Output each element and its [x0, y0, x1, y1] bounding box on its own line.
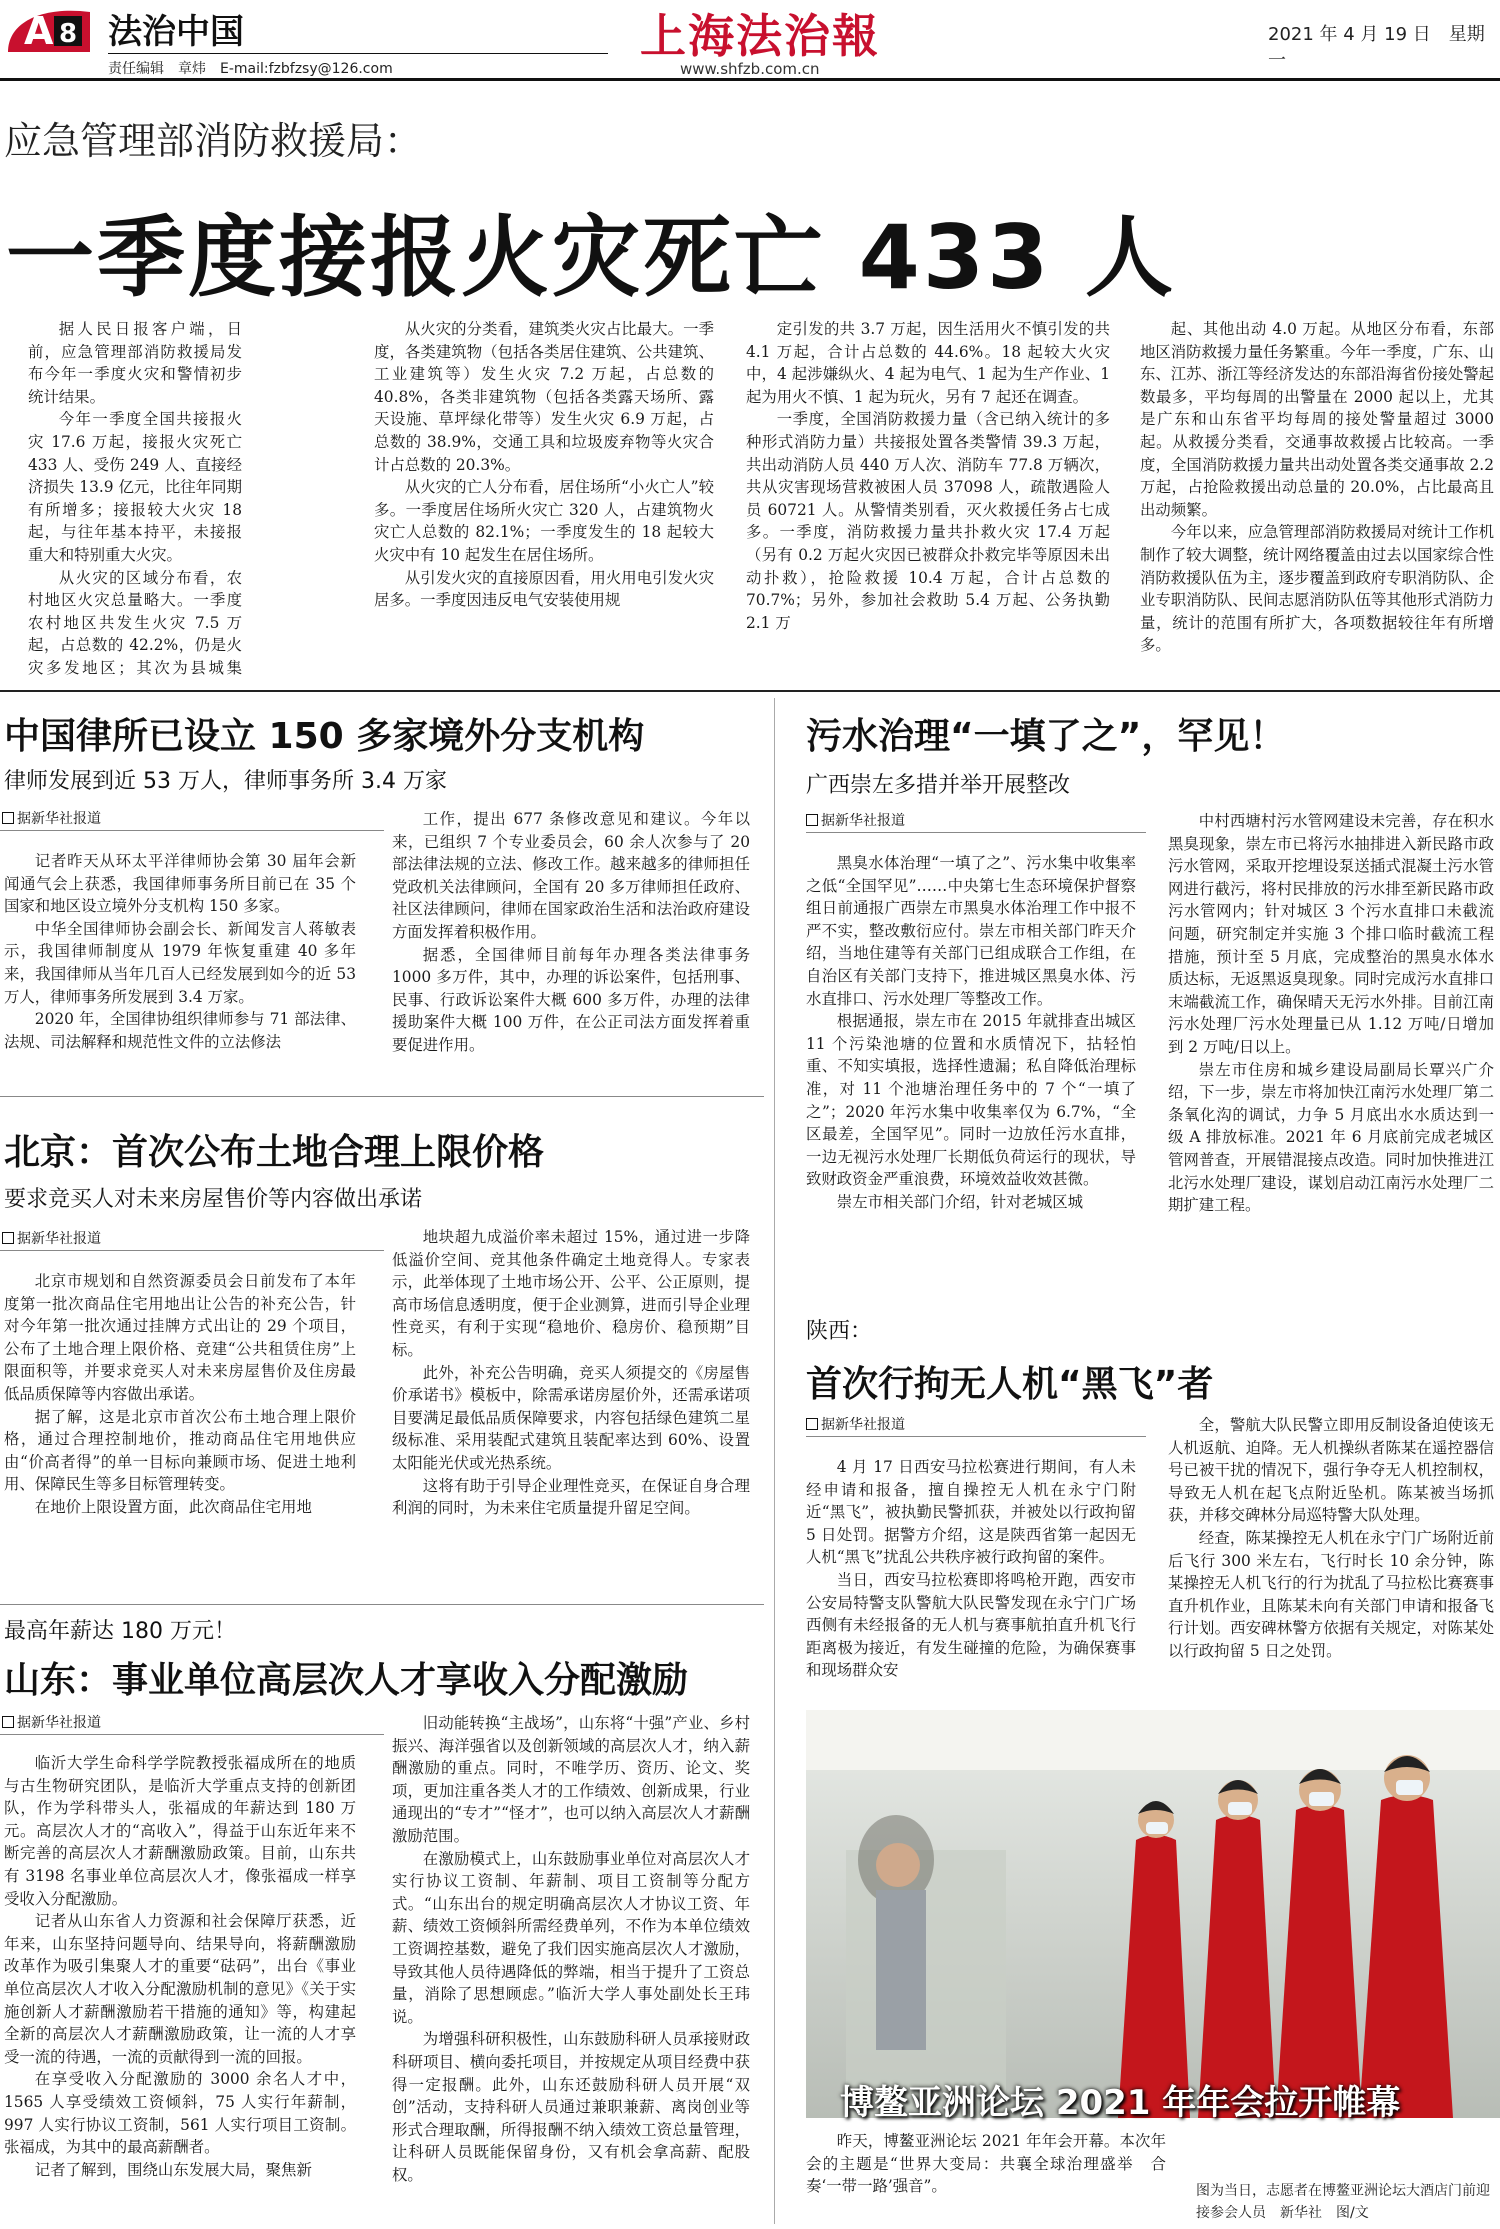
paragraph: 黑臭水体治理“一填了之”、污水集中收集率之低“全国罕见”……中央第七生态环境保护督察组日前通报广西崇左市黑臭水体治理工作中报不严不实，整改敷衍应付。崇左市相关部门昨天介绍，当地住建等有关部门已组成联合工作组，在自治区有关部门支持下，推进城区黑臭水体、污水直排口、污水处理厂等整改工作。 [806, 854, 1136, 1008]
masthead [0, 0, 1500, 78]
divider [806, 1436, 1146, 1437]
paragraph: 从火灾的分类看，建筑类火灾占比最大。一季度，各类建筑物（包括各类居住建筑、公共建筑、工业建筑等）发生火灾 7.2 万起，占总数的 40.8%，各类非建筑物（包括各类露天场所、露天设施、草坪绿化带等）发生火灾 6.9 万起，占总数的 38.9%，交通工具和垃圾废弃物等火灾合计占总数的 20.3%。 [374, 320, 714, 474]
masthead-rule [0, 78, 1500, 81]
paragraph: 地块超九成溢价率未超过 15%，通过进一步降低溢价空间、竞其他条件确定土地竞得人。专家表示，此举体现了土地市场公开、公平、公正原则，提高市场信息透明度，便于企业测算，进而引导企业理性竞买，有利于实现“稳地价、稳房价、稳预期”目标。 [392, 1228, 750, 1359]
divider [806, 832, 1146, 833]
paragraph: 在地价上限设置方面，此次商品住宅用地 [34, 1497, 312, 1516]
boao-text [806, 2130, 1166, 2226]
divider [0, 690, 1500, 692]
paragraph: 这将有助于引导企业理性竞买，在保证自身合理利润的同时，为未来住宅质量提升留足空间。 [392, 1476, 750, 1518]
paragraph: 临沂大学生命科学学院教授张福成所在的地质与古生物研究团队，是临沂大学重点支持的创新团队，作为学科带头人，张福成的年薪达到 180 万元。高层次人才的“高收入”，得益于山东近年来不断完善的高层次人才薪酬激励政策。目前，山东共有 3198 名事业单位高层次人才，像张福成一样享受收入分配激励。 [4, 1754, 356, 1908]
divider [0, 1096, 764, 1097]
law-headline: 中国律所已设立 150 多家境外分支机构 [4, 716, 645, 757]
beijing-headline: 北京：首次公布土地合理上限价格 [4, 1132, 545, 1173]
paragraph: 旧动能转换“主战场”，山东将“十强”产业、乡村振兴、海洋强省以及创新领域的高层次人才，纳入薪酬激励的重点。同时，不唯学历、资历、论文、奖项，更加注重各类人才的工作绩效、创新成果，行业通现出的“专才”“怪才”，也可以纳入高层次人才薪酬激励范围。 [392, 1714, 750, 1845]
paragraph: 记者了解到，围绕山东发展大局，聚焦新 [34, 2160, 312, 2179]
sewage-column-2 [1168, 810, 1494, 1274]
divider [0, 1604, 764, 1605]
paragraph: 全，警航大队民警立即用反制设备迫使该无人机返航、迫降。无人机操纵者陈某在遥控器信号已被干扰的情况下，强行争夺无人机控制权，导致无人机在起飞点附近坠机。陈某被当场抓获，并移交碑林分局巡特警大队处理。 [1168, 1416, 1494, 1525]
paragraph: 从引发火灾的直接原因看，用火用电引发火灾居多。一季度因违反电气安装使用规 [374, 568, 714, 610]
sewage-headline: 污水治理“一填了之”，罕见！ [806, 716, 1286, 757]
paragraph: 据人民日报客户端，日前，应急管理部消防救援局发布今年一季度火灾和警情初步统计结果。 [28, 320, 242, 406]
paragraph: 据了解，这是北京市首次公布土地合理上限价格，通过合理控制地价，推动商品住宅用地供应由“价高者得”的单一目标向兼顾市场、促进土地利用、保障民生等多目标管理转变。 [4, 1407, 356, 1494]
paragraph: 起、其他出动 4.0 万起。从地区分布看，东部地区消防救援力量任务繁重。今年一季度，广东、山东、江苏、浙江等经济发达的东部沿海省份接处警起数最多，平均每周的出警量在 2000 起以上，尤其是广东和山东省平均每周的接处警量超过 3000 起。从救援分类看，交通事故救援占比较高。一季度，全国消防救援力量共出动处置各类交通事故 2.2 万起，占抢险救援出动总量的 20.0%，占比最高且出动频繁。 [1140, 320, 1494, 519]
sewage-column-1 [806, 852, 1136, 1274]
drone-column-2 [1168, 1414, 1494, 1688]
shandong-kicker: 最高年薪达 180 万元！ [4, 1619, 236, 1644]
issue-date: 2021 年 4 月 19 日 星期一 [1268, 24, 1485, 71]
paragraph: 经查，陈某操控无人机在永宁门广场附近前后飞行 300 米左右，飞行时长 10 余分钟，陈某操控无人机飞行的行为扰乱了马拉松比赛赛事直升机作业，且陈某未向有关部门申请和报备飞行计划。西安碑林警方依据有关规定，对陈某处以行政拘留 5 日之处罚。 [1168, 1528, 1494, 1660]
sewage-subheadline: 广西崇左多措并举开展整改 [806, 773, 1071, 798]
drone-kicker: 陕西： [806, 1319, 873, 1344]
drone-column-1 [806, 1456, 1136, 1688]
shandong-column-2 [392, 1712, 750, 2224]
drone-byline: 据新华社报道 [806, 1414, 905, 1434]
shandong-headline: 山东：事业单位高层次人才享收入分配激励 [4, 1660, 689, 1701]
paragraph: 崇左市相关部门介绍，针对老城区城 [836, 1192, 1084, 1211]
paragraph: 记者昨天从环太平洋律师协会第 30 届年会新闻通气会上获悉，我国律师事务所目前已在 35 个国家和地区设立境外分支机构 150 多家。 [4, 852, 356, 916]
lead-kicker: 应急管理部消防救援局： [4, 119, 423, 163]
lead-headline: 一季度接报火灾死亡 433 人 [6, 206, 1176, 309]
paragraph: 北京市规划和自然资源委员会日前发布了本年度第一批次商品住宅用地出让公告的补充公告，针对今年第一批次通过挂牌方式出让的 29 个项目，公布了土地合理上限价格、竞建“公共租赁住房”上限面积等，并要求竞买人对未来房屋售价及住房最低品质保障等内容做出承诺。 [4, 1272, 356, 1403]
paragraph: 为增强科研积极性，山东鼓励科研人员承接财政科研项目、横向委托项目，并按规定从项目经费中获得一定报酬。此外，山东还鼓励科研人员开展“双创”活动，支持科研人员通过兼职兼薪、离岗创业等形式合理取酬，所得报酬不纳入绩效工资总量管理，让科研人员既能保留身份，又有机会拿高薪、配股权。 [392, 2030, 750, 2184]
lead-column-1 [28, 318, 242, 678]
column-divider [774, 698, 775, 2224]
section-title: 法治中国 [108, 12, 244, 52]
paragraph: 从火灾的亡人分布看，居住场所“小火亡人”较多。一季度居住场所火灾亡 320 人，占建筑物火灾亡人总数的 82.1%；一季度发生的 18 起较大火灾中有 10 起发生在居住场所。 [374, 478, 714, 564]
paragraph: 昨天，博鳌亚洲论坛 2021 年年会开幕。本次年会的主题是“世界大变局：共襄全球治理盛举 合奏‘一带一路’强音”。 [806, 2132, 1166, 2196]
page-number-badge [2, 2, 94, 60]
sewage-byline: 据新华社报道 [806, 810, 905, 830]
paragraph: 崇左市住房和城乡建设局副局长覃兴广介绍，下一步，崇左市将加快江南污水处理厂第二条氧化沟的调试，力争 5 月底出水水质达到一级 A 排放标准。2021 年 6 月底前完成老城区管网普查，开展错混接点改造。同时加快推进江北污水处理厂建设，谋划启动江南污水处理厂二期扩建工程。 [1168, 1060, 1494, 1215]
photo-illustration [806, 1710, 1500, 2118]
paragraph: 中华全国律师协会副会长、新闻发言人蒋敏表示，我国律师制度从 1979 年恢复重建 40 多年来，我国律师从当年几百人已经发展到如今的近 53 万人，律师事务所发展到 3.4 万家。 [4, 919, 356, 1006]
lead-column-3 [746, 318, 1110, 678]
paragraph: 中村西塘村污水管网建设未完善，存在积水黑臭现象，崇左市已将污水抽排进入新民路市政污水管网，采取开挖埋设泵送插式混凝土污水管网进行截污，将村民排放的污水排至新民路市政污水管网内；针对城区 3 个污水直排口未截流问题，研究制定并实施 3 个排口临时截流工程措施，预计至 5 月底，完成整治的黑臭水体水质达标，无返黑返臭现象。同时完成污水直排口末端截流工作，确保晴天无污水外排。目前江南污水处理厂污水处理量已从 1.12 万吨/日增加到 2 万吨/日以上。 [1168, 812, 1494, 1056]
page-letter: A [24, 9, 54, 53]
divider [0, 830, 384, 831]
drone-headline: 首次行拘无人机“黑飞”者 [806, 1364, 1214, 1405]
paragraph: 2020 年，全国律协组织律师参与 71 部法律、法规、司法解释和规范性文件的立法修法 [4, 1010, 356, 1051]
paragraph: 今年以来，应急管理部消防救援局对统计工作机制作了较大调整，统计网络覆盖由过去以国家综合性消防救援队伍为主，逐步覆盖到政府专职消防队、企业专职消防队、民间志愿消防队伍等其他形式消防力量，统计的范围有所扩大，各项数据较往年有所增多。 [1140, 523, 1494, 655]
paragraph: 当日，西安马拉松赛即将鸣枪开跑，西安市公安局特警支队警航大队民警发现在永宁门广场西侧有未经报备的无人机与赛事航拍直升机飞行距离极为接近，有发生碰撞的危险，为确保赛事和现场群众安 [806, 1570, 1136, 1680]
paragraph: 今年一季度全国共接报火灾 17.6 万起，接报火灾死亡 433 人、受伤 249 人、直接经济损失 13.9 亿元，比往年同期有所增多；接报较大火灾 18 起，与往年基本持平，未接报重大和特别重大火灾。 [28, 410, 242, 564]
shandong-byline: 据新华社报道 [2, 1712, 101, 1732]
lead-column-4 [1140, 318, 1494, 678]
newspaper-logo: 上海法治報 [640, 9, 880, 63]
lead-column-2 [374, 318, 714, 678]
website: www.shfzb.com.cn [680, 60, 820, 78]
paragraph: 在激励模式上，山东鼓励事业单位对高层次人才实行协议工资制、年薪制、项目工资制等分配方式。“山东出台的规定明确高层次人才协议工资、年薪、绩效工资倾斜所需经费单列，不作为本单位绩效工资调控基数，避免了我们因实施高层次人才激励，导致其他人员待遇降低的弊端，相当于提升了工资总量，消除了思想顾虑。”临沂大学人事处副处长王玮说。 [392, 1849, 750, 2026]
beijing-byline: 据新华社报道 [2, 1228, 101, 1248]
paragraph: 根据通报，崇左市在 2015 年就排查出城区 11 个污染池塘的位置和水质情况下，拈轻怕重、不知实填报，选择性遗漏；私自降低治理标准，对 11 个池塘治理任务中的 7 个“一填了之”；2020 年污水集中收集率仅为 6.7%，“全区最差，全国罕见”。同时一边放任污水直排，一边无视污水处理厂长期低负荷运行的现状，导致财政资金严重浪费，环境效益收效甚微。 [806, 1012, 1136, 1189]
editor-line: 责任编辑 章炜 E-mail:fzbfzsy@126.com [108, 61, 393, 77]
page-number: 8 [59, 19, 78, 49]
beijing-column-2 [392, 1226, 750, 1600]
photo-caption: 图为当日，志愿者在博鳌亚洲论坛大酒店门前迎接参会人员 新华社 图/文 [1196, 2183, 1490, 2221]
beijing-subheadline: 要求竞买人对未来房屋售价等内容做出承诺 [4, 1187, 423, 1212]
law-byline: 据新华社报道 [2, 808, 101, 828]
law-column-1 [4, 850, 356, 1090]
beijing-column-1 [4, 1270, 356, 1600]
paragraph: 一季度，全国消防救援力量（含已纳入统计的多种形式消防力量）共接报处置各类警情 39.3 万起，共出动消防人员 440 万人次、消防车 77.8 万辆次，共从灾害现场营救被困人员 37098 人，疏散遇险人员 60721 人。从警情类别看，灭火救援任务占七成多。一季度，消防救援力量共扑救火灾 17.4 万起（另有 0.2 万起火灾因已被群众扑救完毕等原因未出动扑救），抢险救援 10.4 万起，合计占总数的 70.7%；另外，参加社会救助 5.4 万起、公务执勤 2.1 万 [746, 410, 1110, 632]
shandong-column-1 [4, 1752, 356, 2224]
divider [0, 1734, 384, 1735]
paragraph: 工作，提出 677 条修改意见和建议。今年以来，已组织 7 个专业委员会，60 余人次参与了 20 部法律法规的立法、修改工作。越来越多的律师担任党政机关法律顾问，全国有 20 多万律师担任政府、社区法律顾问，律师在国家政治生活和法治政府建设方面发挥着积极作用。 [392, 810, 750, 941]
divider [0, 1250, 384, 1251]
paragraph: 定引发的共 3.7 万起，因生活用火不慎引发的共 4.1 万起，合计占总数的 44.6%。18 起较大火灾中，4 起涉嫌纵火、4 起为电气、1 起为生产作业、1 起为用火不慎、1 起为玩火，另有 7 起还在调查。 [746, 320, 1110, 406]
boao-forum-photo [806, 1710, 1500, 2118]
paragraph: 从火灾的区域分布看，农村地区火灾总量略大。一季度农村地区共发生火灾 7.5 万起，占总数的 42.2%，仍是火灾多发地区；其次为县城集 [28, 568, 242, 677]
paragraph: 此外，补充公告明确，竞买人须提交的《房屋售价承诺书》模板中，除需承诺房屋价外，还需承诺项目要满足最低品质保障要求，内容包括绿色建筑二星级标准、采用装配式建筑且装配率达到 60%、设置太阳能光伏或光热系统。 [392, 1363, 750, 1472]
paragraph: 在享受收入分配激励的 3000 余名人才中，1565 人享受绩效工资倾斜，75 人实行年薪制，997 人实行协议工资制，561 人实行项目工资制。张福成，为其中的最高薪酬者。 [4, 2070, 356, 2157]
photo-headline: 博鳌亚洲论坛 2021 年年会拉开帷幕 [840, 2083, 1401, 2123]
paragraph: 4 月 17 日西安马拉松赛进行期间，有人未经申请和报备，擅自操控无人机在永宁门附近“黑飞”，被执勤民警抓获，并被处以行政拘留 5 日处罚。据警方介绍，这是陕西省第一起因无人机“黑飞”扰乱公共秩序被行政拘留的案件。 [806, 1458, 1136, 1567]
paragraph: 据悉，全国律师目前每年办理各类法律事务 1000 多万件，其中，办理的诉讼案件，包括刑事、民事、行政诉讼案件大概 600 多万件，办理的法律援助案件大概 100 万件，在公正司法方面发挥着重要促进作用。 [392, 945, 750, 1054]
law-column-2 [392, 808, 750, 1090]
paragraph: 记者从山东省人力资源和社会保障厅获悉，近年来，山东坚持问题导向、结果导向，将薪酬激励改革作为吸引集聚人才的重要“砝码”，出台《事业单位高层次人才收入分配激励机制的意见》《关于实施创新人才薪酬激励若干措施的通知》等，构建起全新的高层次人才薪酬激励政策，让一流的人才享受一流的待遇，一流的贡献得到一流的回报。 [4, 1912, 356, 2066]
law-subheadline: 律师发展到近 53 万人，律师事务所 3.4 万家 [4, 769, 447, 794]
